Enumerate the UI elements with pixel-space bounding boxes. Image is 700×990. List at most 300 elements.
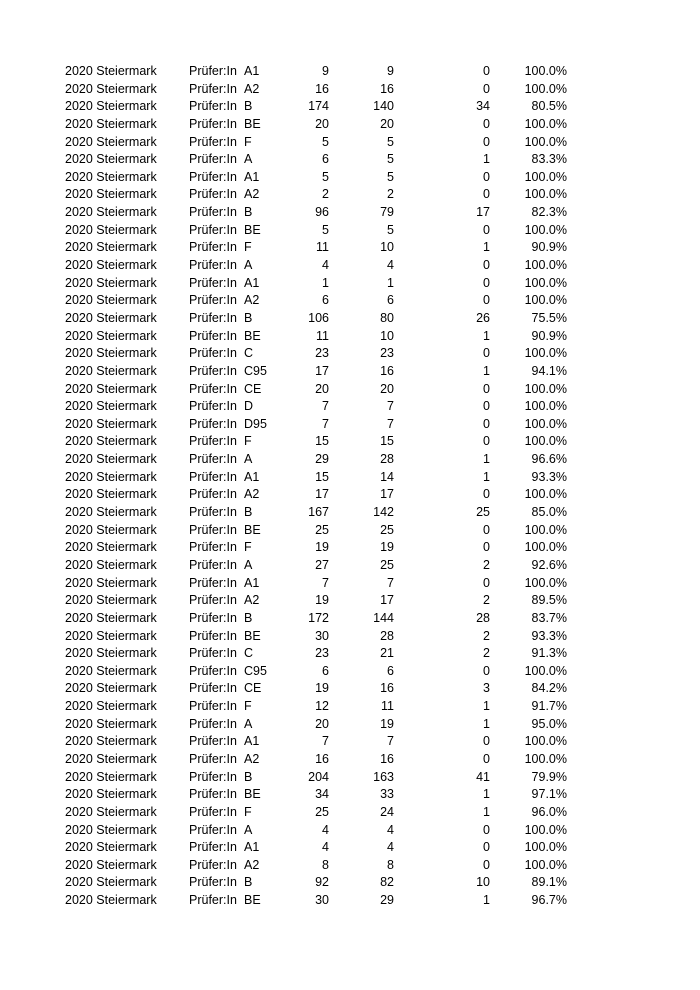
table-row (0, 592, 700, 610)
cell-passed: 144 (373, 610, 394, 625)
cell-role: Prüfer:In (189, 134, 237, 149)
cell-failed: 0 (483, 751, 490, 766)
cell-failed: 10 (476, 875, 490, 890)
table-row (0, 663, 700, 681)
cell-pass-rate: 100.0% (524, 434, 567, 449)
cell-role: Prüfer:In (189, 434, 237, 449)
cell-year-region: 2020 Steiermark (65, 840, 157, 855)
table-row (0, 186, 700, 204)
table-row (0, 204, 700, 222)
cell-license-class: A2 (244, 751, 260, 766)
cell-year-region: 2020 Steiermark (65, 540, 157, 555)
cell-passed: 5 (387, 134, 394, 149)
cell-year-region: 2020 Steiermark (65, 681, 157, 696)
cell-failed: 1 (483, 787, 490, 802)
cell-year-region: 2020 Steiermark (65, 363, 157, 378)
cell-pass-rate: 100.0% (524, 222, 567, 237)
cell-passed: 7 (387, 416, 394, 431)
cell-year-region: 2020 Steiermark (65, 893, 157, 908)
cell-license-class: BE (244, 222, 261, 237)
cell-failed: 0 (483, 116, 490, 131)
cell-year-region: 2020 Steiermark (65, 557, 157, 572)
cell-passed: 80 (380, 310, 394, 325)
table-row (0, 769, 700, 787)
cell-year-region: 2020 Steiermark (65, 99, 157, 114)
table-row (0, 398, 700, 416)
table-row (0, 751, 700, 769)
cell-license-class: B (244, 505, 253, 520)
table-row (0, 628, 700, 646)
cell-passed: 16 (380, 81, 394, 96)
cell-failed: 0 (483, 822, 490, 837)
cell-failed: 0 (483, 540, 490, 555)
cell-total: 20 (315, 716, 329, 731)
table-row (0, 345, 700, 363)
cell-pass-rate: 91.7% (531, 699, 567, 714)
cell-year-region: 2020 Steiermark (65, 751, 157, 766)
cell-year-region: 2020 Steiermark (65, 169, 157, 184)
cell-failed: 2 (483, 593, 490, 608)
cell-pass-rate: 100.0% (524, 275, 567, 290)
cell-total: 106 (308, 310, 329, 325)
cell-total: 5 (322, 169, 329, 184)
cell-role: Prüfer:In (189, 505, 237, 520)
cell-role: Prüfer:In (189, 222, 237, 237)
cell-license-class: C95 (244, 663, 267, 678)
cell-pass-rate: 100.0% (524, 522, 567, 537)
cell-role: Prüfer:In (189, 557, 237, 572)
cell-year-region: 2020 Steiermark (65, 716, 157, 731)
cell-passed: 79 (380, 205, 394, 220)
cell-role: Prüfer:In (189, 346, 237, 361)
cell-total: 6 (322, 293, 329, 308)
cell-year-region: 2020 Steiermark (65, 663, 157, 678)
cell-year-region: 2020 Steiermark (65, 116, 157, 131)
cell-year-region: 2020 Steiermark (65, 187, 157, 202)
cell-passed: 14 (380, 469, 394, 484)
cell-passed: 7 (387, 575, 394, 590)
cell-total: 17 (315, 487, 329, 502)
cell-year-region: 2020 Steiermark (65, 822, 157, 837)
cell-year-region: 2020 Steiermark (65, 857, 157, 872)
cell-passed: 8 (387, 857, 394, 872)
cell-failed: 0 (483, 857, 490, 872)
cell-role: Prüfer:In (189, 275, 237, 290)
cell-license-class: C (244, 346, 254, 361)
cell-passed: 9 (387, 64, 394, 78)
cell-role: Prüfer:In (189, 522, 237, 537)
cell-total: 204 (308, 769, 329, 784)
cell-license-class: A (244, 716, 253, 731)
cell-total: 7 (322, 575, 329, 590)
cell-license-class: A (244, 822, 253, 837)
cell-license-class: A1 (244, 64, 260, 78)
cell-license-class: B (244, 310, 253, 325)
cell-passed: 25 (380, 522, 394, 537)
table-row (0, 134, 700, 152)
cell-role: Prüfer:In (189, 64, 237, 78)
cell-pass-rate: 82.3% (531, 205, 567, 220)
cell-total: 11 (316, 240, 329, 255)
cell-role: Prüfer:In (189, 487, 237, 502)
cell-pass-rate: 100.0% (524, 346, 567, 361)
cell-role: Prüfer:In (189, 769, 237, 784)
table-row (0, 892, 700, 910)
table-row (0, 557, 700, 575)
table-row (0, 116, 700, 134)
cell-license-class: A1 (244, 275, 260, 290)
cell-role: Prüfer:In (189, 804, 237, 819)
cell-failed: 0 (483, 399, 490, 414)
cell-failed: 17 (476, 205, 490, 220)
cell-passed: 16 (380, 751, 394, 766)
cell-total: 172 (308, 610, 329, 625)
cell-role: Prüfer:In (189, 187, 237, 202)
cell-year-region: 2020 Steiermark (65, 293, 157, 308)
table-row (0, 522, 700, 540)
cell-passed: 7 (387, 734, 394, 749)
cell-license-class: B (244, 205, 253, 220)
cell-failed: 0 (483, 346, 490, 361)
table-row (0, 575, 700, 593)
cell-year-region: 2020 Steiermark (65, 575, 157, 590)
cell-pass-rate: 100.0% (524, 416, 567, 431)
cell-license-class: BE (244, 328, 261, 343)
cell-year-region: 2020 Steiermark (65, 699, 157, 714)
cell-role: Prüfer:In (189, 240, 237, 255)
cell-total: 19 (315, 593, 329, 608)
cell-failed: 0 (483, 275, 490, 290)
cell-total: 6 (322, 663, 329, 678)
cell-passed: 20 (380, 116, 394, 131)
cell-failed: 0 (483, 293, 490, 308)
cell-license-class: BE (244, 787, 261, 802)
cell-passed: 33 (380, 787, 394, 802)
cell-year-region: 2020 Steiermark (65, 258, 157, 273)
cell-total: 12 (315, 699, 329, 714)
cell-license-class: A (244, 258, 253, 273)
cell-license-class: A1 (244, 734, 260, 749)
cell-passed: 6 (387, 293, 394, 308)
cell-role: Prüfer:In (189, 593, 237, 608)
cell-license-class: A2 (244, 293, 260, 308)
cell-passed: 19 (380, 716, 394, 731)
cell-year-region: 2020 Steiermark (65, 646, 157, 661)
cell-failed: 0 (483, 416, 490, 431)
cell-year-region: 2020 Steiermark (65, 610, 157, 625)
cell-pass-rate: 89.5% (531, 593, 567, 608)
table-row (0, 504, 700, 522)
cell-total: 4 (322, 840, 329, 855)
cell-year-region: 2020 Steiermark (65, 222, 157, 237)
cell-pass-rate: 92.6% (531, 557, 567, 572)
cell-pass-rate: 96.0% (531, 804, 567, 819)
cell-license-class: A (244, 557, 253, 572)
cell-total: 2 (322, 187, 329, 202)
cell-passed: 10 (380, 328, 394, 343)
cell-role: Prüfer:In (189, 399, 237, 414)
cell-pass-rate: 85.0% (531, 505, 567, 520)
cell-pass-rate: 100.0% (524, 663, 567, 678)
cell-failed: 1 (483, 152, 490, 167)
table-row (0, 310, 700, 328)
cell-year-region: 2020 Steiermark (65, 399, 157, 414)
cell-year-region: 2020 Steiermark (65, 522, 157, 537)
table-row (0, 839, 700, 857)
table-row (0, 257, 700, 275)
cell-license-class: A1 (244, 169, 260, 184)
cell-passed: 28 (380, 452, 394, 467)
cell-passed: 10 (380, 240, 394, 255)
cell-failed: 1 (483, 804, 490, 819)
cell-total: 23 (315, 646, 329, 661)
cell-role: Prüfer:In (189, 751, 237, 766)
cell-passed: 5 (387, 152, 394, 167)
cell-pass-rate: 90.9% (531, 240, 567, 255)
cell-role: Prüfer:In (189, 328, 237, 343)
cell-license-class: C (244, 646, 254, 661)
cell-passed: 29 (380, 893, 394, 908)
cell-role: Prüfer:In (189, 152, 237, 167)
cell-year-region: 2020 Steiermark (65, 769, 157, 784)
cell-role: Prüfer:In (189, 205, 237, 220)
cell-license-class: C95 (244, 363, 267, 378)
cell-year-region: 2020 Steiermark (65, 734, 157, 749)
cell-license-class: F (244, 240, 252, 255)
cell-failed: 1 (483, 716, 490, 731)
cell-pass-rate: 95.0% (531, 716, 567, 731)
cell-failed: 0 (483, 663, 490, 678)
cell-passed: 7 (387, 399, 394, 414)
cell-role: Prüfer:In (189, 381, 237, 396)
cell-pass-rate: 100.0% (524, 857, 567, 872)
table-row (0, 804, 700, 822)
cell-total: 9 (322, 64, 329, 78)
cell-role: Prüfer:In (189, 663, 237, 678)
cell-passed: 25 (380, 557, 394, 572)
cell-pass-rate: 83.3% (531, 152, 567, 167)
cell-passed: 16 (380, 681, 394, 696)
cell-total: 7 (322, 399, 329, 414)
cell-failed: 0 (483, 575, 490, 590)
cell-passed: 82 (380, 875, 394, 890)
table-row (0, 169, 700, 187)
cell-pass-rate: 89.1% (531, 875, 567, 890)
cell-failed: 0 (483, 169, 490, 184)
cell-passed: 11 (381, 699, 394, 714)
cell-role: Prüfer:In (189, 452, 237, 467)
cell-pass-rate: 94.1% (531, 363, 567, 378)
cell-role: Prüfer:In (189, 258, 237, 273)
cell-failed: 1 (483, 893, 490, 908)
cell-passed: 1 (387, 275, 394, 290)
cell-pass-rate: 79.9% (531, 769, 567, 784)
cell-role: Prüfer:In (189, 416, 237, 431)
table-row (0, 451, 700, 469)
table-row (0, 81, 700, 99)
cell-total: 30 (315, 628, 329, 643)
cell-year-region: 2020 Steiermark (65, 240, 157, 255)
cell-passed: 4 (387, 840, 394, 855)
cell-passed: 142 (373, 505, 394, 520)
cell-year-region: 2020 Steiermark (65, 310, 157, 325)
cell-license-class: CE (244, 681, 262, 696)
cell-license-class: BE (244, 893, 261, 908)
cell-license-class: B (244, 875, 253, 890)
cell-license-class: D95 (244, 416, 267, 431)
cell-total: 15 (315, 434, 329, 449)
cell-role: Prüfer:In (189, 787, 237, 802)
cell-role: Prüfer:In (189, 699, 237, 714)
cell-failed: 1 (483, 452, 490, 467)
cell-role: Prüfer:In (189, 169, 237, 184)
cell-role: Prüfer:In (189, 293, 237, 308)
cell-year-region: 2020 Steiermark (65, 452, 157, 467)
cell-role: Prüfer:In (189, 610, 237, 625)
cell-license-class: BE (244, 522, 261, 537)
cell-pass-rate: 100.0% (524, 734, 567, 749)
cell-role: Prüfer:In (189, 822, 237, 837)
cell-year-region: 2020 Steiermark (65, 804, 157, 819)
cell-total: 27 (315, 557, 329, 572)
cell-total: 4 (322, 258, 329, 273)
cell-failed: 0 (483, 64, 490, 78)
table-row (0, 381, 700, 399)
cell-failed: 3 (483, 681, 490, 696)
cell-license-class: A2 (244, 593, 260, 608)
table-row (0, 363, 700, 381)
cell-total: 5 (322, 134, 329, 149)
cell-total: 25 (315, 522, 329, 537)
cell-failed: 34 (476, 99, 490, 114)
cell-role: Prüfer:In (189, 646, 237, 661)
table-row (0, 698, 700, 716)
cell-passed: 6 (387, 663, 394, 678)
cell-year-region: 2020 Steiermark (65, 152, 157, 167)
cell-license-class: CE (244, 381, 262, 396)
cell-pass-rate: 100.0% (524, 293, 567, 308)
cell-pass-rate: 100.0% (524, 840, 567, 855)
cell-failed: 2 (483, 628, 490, 643)
cell-failed: 0 (483, 487, 490, 502)
cell-total: 30 (315, 893, 329, 908)
cell-license-class: A2 (244, 187, 260, 202)
cell-total: 34 (315, 787, 329, 802)
cell-failed: 0 (483, 734, 490, 749)
cell-year-region: 2020 Steiermark (65, 875, 157, 890)
cell-failed: 41 (476, 769, 490, 784)
cell-license-class: F (244, 699, 252, 714)
cell-failed: 0 (483, 522, 490, 537)
cell-year-region: 2020 Steiermark (65, 628, 157, 643)
cell-year-region: 2020 Steiermark (65, 593, 157, 608)
cell-license-class: B (244, 769, 253, 784)
cell-passed: 20 (380, 381, 394, 396)
cell-license-class: BE (244, 628, 261, 643)
table-row (0, 645, 700, 663)
cell-pass-rate: 100.0% (524, 258, 567, 273)
cell-license-class: F (244, 540, 252, 555)
table-row (0, 433, 700, 451)
cell-pass-rate: 84.2% (531, 681, 567, 696)
cell-failed: 0 (483, 81, 490, 96)
cell-total: 92 (315, 875, 329, 890)
cell-total: 16 (315, 81, 329, 96)
cell-license-class: D (244, 399, 254, 414)
cell-license-class: A2 (244, 857, 260, 872)
cell-failed: 25 (476, 505, 490, 520)
cell-failed: 1 (483, 699, 490, 714)
cell-role: Prüfer:In (189, 540, 237, 555)
cell-pass-rate: 91.3% (531, 646, 567, 661)
cell-total: 11 (316, 328, 329, 343)
table-row (0, 328, 700, 346)
cell-role: Prüfer:In (189, 310, 237, 325)
cell-passed: 28 (380, 628, 394, 643)
cell-total: 20 (315, 116, 329, 131)
cell-role: Prüfer:In (189, 716, 237, 731)
cell-license-class: A1 (244, 469, 260, 484)
cell-total: 19 (315, 540, 329, 555)
cell-year-region: 2020 Steiermark (65, 275, 157, 290)
cell-total: 4 (322, 822, 329, 837)
cell-license-class: F (244, 804, 252, 819)
table-row (0, 786, 700, 804)
cell-year-region: 2020 Steiermark (65, 205, 157, 220)
cell-failed: 0 (483, 381, 490, 396)
cell-pass-rate: 96.7% (531, 893, 567, 908)
table-row (0, 292, 700, 310)
table-row (0, 151, 700, 169)
table-row (0, 874, 700, 892)
cell-license-class: BE (244, 116, 261, 131)
cell-total: 6 (322, 152, 329, 167)
table-row (0, 716, 700, 734)
cell-total: 15 (315, 469, 329, 484)
cell-total: 96 (315, 205, 329, 220)
cell-failed: 1 (483, 328, 490, 343)
cell-total: 1 (322, 275, 329, 290)
cell-role: Prüfer:In (189, 116, 237, 131)
cell-role: Prüfer:In (189, 99, 237, 114)
table-row (0, 539, 700, 557)
cell-role: Prüfer:In (189, 893, 237, 908)
cell-failed: 0 (483, 222, 490, 237)
cell-pass-rate: 83.7% (531, 610, 567, 625)
cell-pass-rate: 96.6% (531, 452, 567, 467)
cell-year-region: 2020 Steiermark (65, 487, 157, 502)
cell-license-class: A (244, 452, 253, 467)
data-table (0, 63, 700, 910)
cell-license-class: A2 (244, 81, 260, 96)
cell-role: Prüfer:In (189, 734, 237, 749)
cell-failed: 0 (483, 187, 490, 202)
cell-failed: 0 (483, 840, 490, 855)
cell-pass-rate: 100.0% (524, 399, 567, 414)
cell-total: 20 (315, 381, 329, 396)
cell-passed: 4 (387, 258, 394, 273)
cell-license-class: A1 (244, 575, 260, 590)
cell-total: 23 (315, 346, 329, 361)
cell-total: 16 (315, 751, 329, 766)
table-row (0, 98, 700, 116)
cell-license-class: A (244, 152, 253, 167)
cell-pass-rate: 100.0% (524, 822, 567, 837)
cell-pass-rate: 97.1% (531, 787, 567, 802)
cell-role: Prüfer:In (189, 81, 237, 96)
cell-license-class: F (244, 134, 252, 149)
cell-passed: 17 (380, 487, 394, 502)
